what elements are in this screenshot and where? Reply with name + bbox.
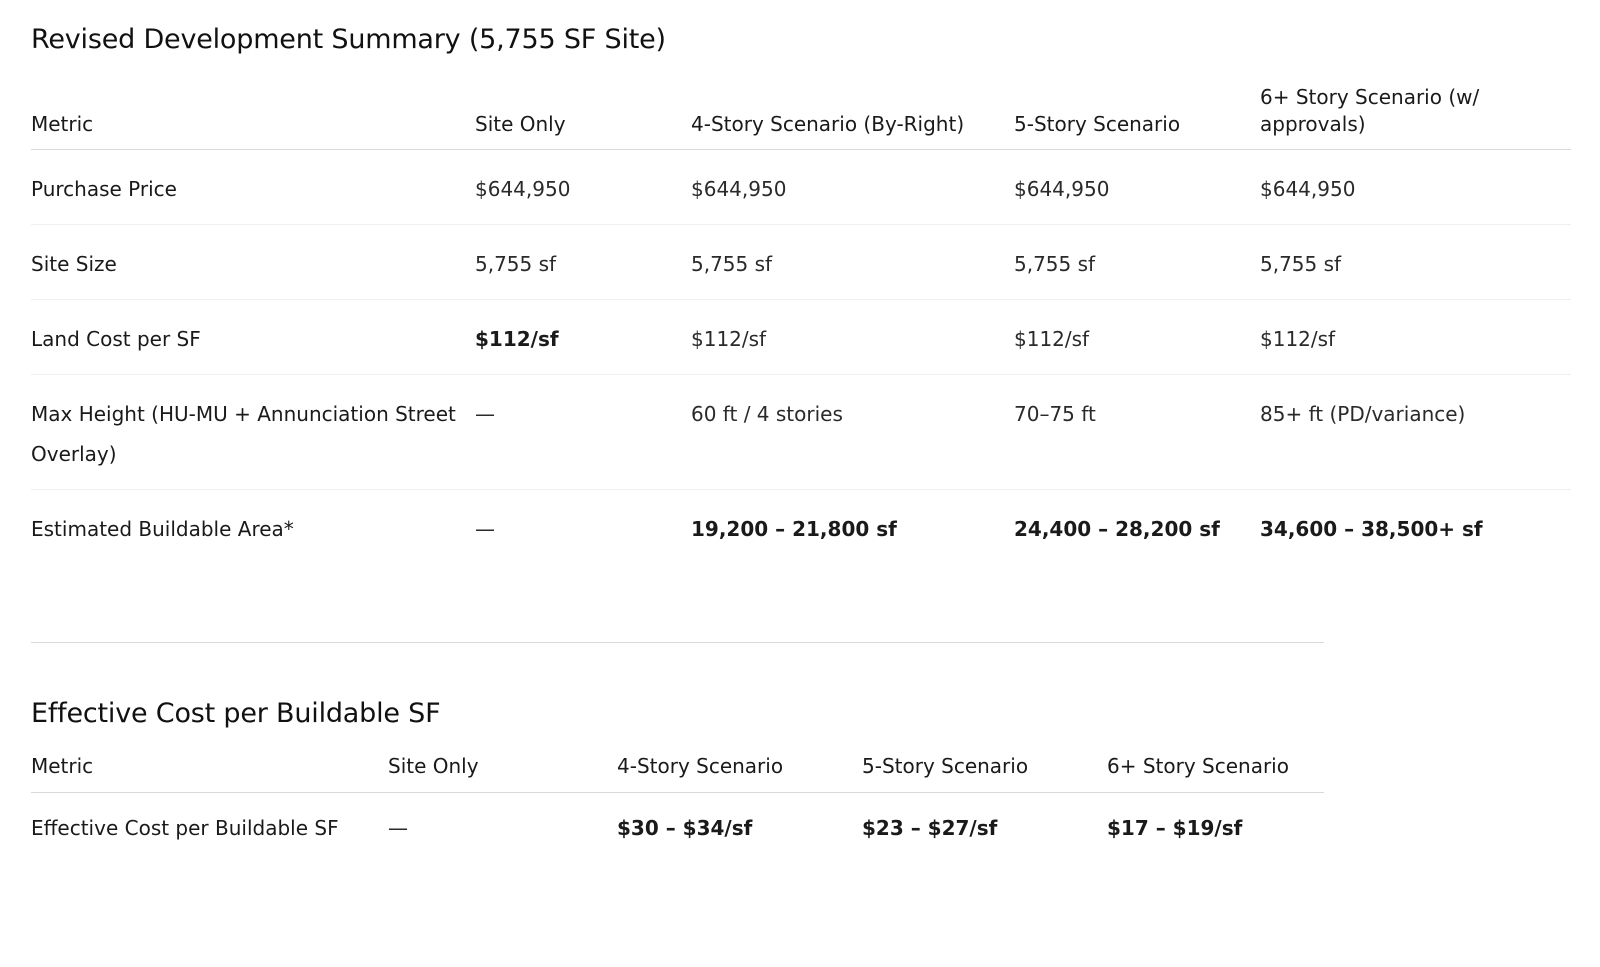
cell-6-story: 5,755 sf xyxy=(1260,225,1571,300)
development-summary-table xyxy=(31,83,1571,564)
cell-6-story: 34,600 – 38,500+ sf xyxy=(1260,517,1483,541)
cell-4-story: 19,200 – 21,800 sf xyxy=(691,517,897,541)
section-title-effective-cost: Effective Cost per Buildable SF xyxy=(31,698,441,729)
column-header-4-story: 4-Story Scenario (By-Right) xyxy=(691,83,1014,150)
cell-site-only: $644,950 xyxy=(475,150,691,225)
column-header-4-story: 4-Story Scenario xyxy=(617,753,862,793)
table-row-purchase-price xyxy=(31,150,1571,225)
section-divider xyxy=(31,642,1324,643)
cell-4-story: 60 ft / 4 stories xyxy=(691,375,1014,490)
cell-site-only: — xyxy=(475,375,691,490)
cell-site-only: — xyxy=(475,517,495,541)
cell-4-story: 5,755 sf xyxy=(691,225,1014,300)
cell-5-story: 70–75 ft xyxy=(1014,375,1260,490)
cell-6-story: $112/sf xyxy=(1260,300,1571,375)
table-row-land-cost xyxy=(31,300,1571,375)
row-label: Site Size xyxy=(31,225,475,300)
column-header-metric: Metric xyxy=(31,83,475,150)
table-row-buildable-area xyxy=(31,490,1571,565)
column-header-6-story: 6+ Story Scenario xyxy=(1107,753,1324,793)
cell-site-only: — xyxy=(388,816,408,840)
cell-5-story: 5,755 sf xyxy=(1014,225,1260,300)
column-header-site-only: Site Only xyxy=(475,83,691,150)
cell-6-story: $17 – $19/sf xyxy=(1107,816,1243,840)
table-header-row xyxy=(31,83,1571,150)
row-label: Max Height (HU-MU + Annunciation Street Overlay) xyxy=(31,375,475,490)
table-row-site-size xyxy=(31,225,1571,300)
row-label: Purchase Price xyxy=(31,150,475,225)
cell-6-story: 85+ ft (PD/variance) xyxy=(1260,375,1571,490)
column-header-5-story: 5-Story Scenario xyxy=(862,753,1107,793)
table-row-max-height xyxy=(31,375,1571,490)
cell-5-story: $112/sf xyxy=(1014,300,1260,375)
cell-5-story: $23 – $27/sf xyxy=(862,816,998,840)
cell-5-story: 24,400 – 28,200 sf xyxy=(1014,517,1220,541)
column-header-6-story: 6+ Story Scenario (w/ approvals) xyxy=(1260,83,1571,150)
row-label: Land Cost per SF xyxy=(31,300,475,375)
column-header-5-story: 5-Story Scenario xyxy=(1014,83,1260,150)
cell-4-story: $112/sf xyxy=(691,300,1014,375)
effective-cost-table xyxy=(31,753,1324,863)
cell-4-story: $644,950 xyxy=(691,150,1014,225)
table-row-effective-cost xyxy=(31,793,1324,864)
cell-site-only: 5,755 sf xyxy=(475,225,691,300)
cell-6-story: $644,950 xyxy=(1260,150,1571,225)
column-header-metric: Metric xyxy=(31,753,388,793)
row-label: Effective Cost per Buildable SF xyxy=(31,816,339,840)
section-title-development-summary: Revised Development Summary (5,755 SF Site) xyxy=(31,24,666,55)
column-header-site-only: Site Only xyxy=(388,753,617,793)
cell-site-only: $112/sf xyxy=(475,300,691,375)
cell-4-story: $30 – $34/sf xyxy=(617,816,753,840)
cell-5-story: $644,950 xyxy=(1014,150,1260,225)
row-label: Estimated Buildable Area* xyxy=(31,517,294,541)
table-header-row xyxy=(31,753,1324,793)
